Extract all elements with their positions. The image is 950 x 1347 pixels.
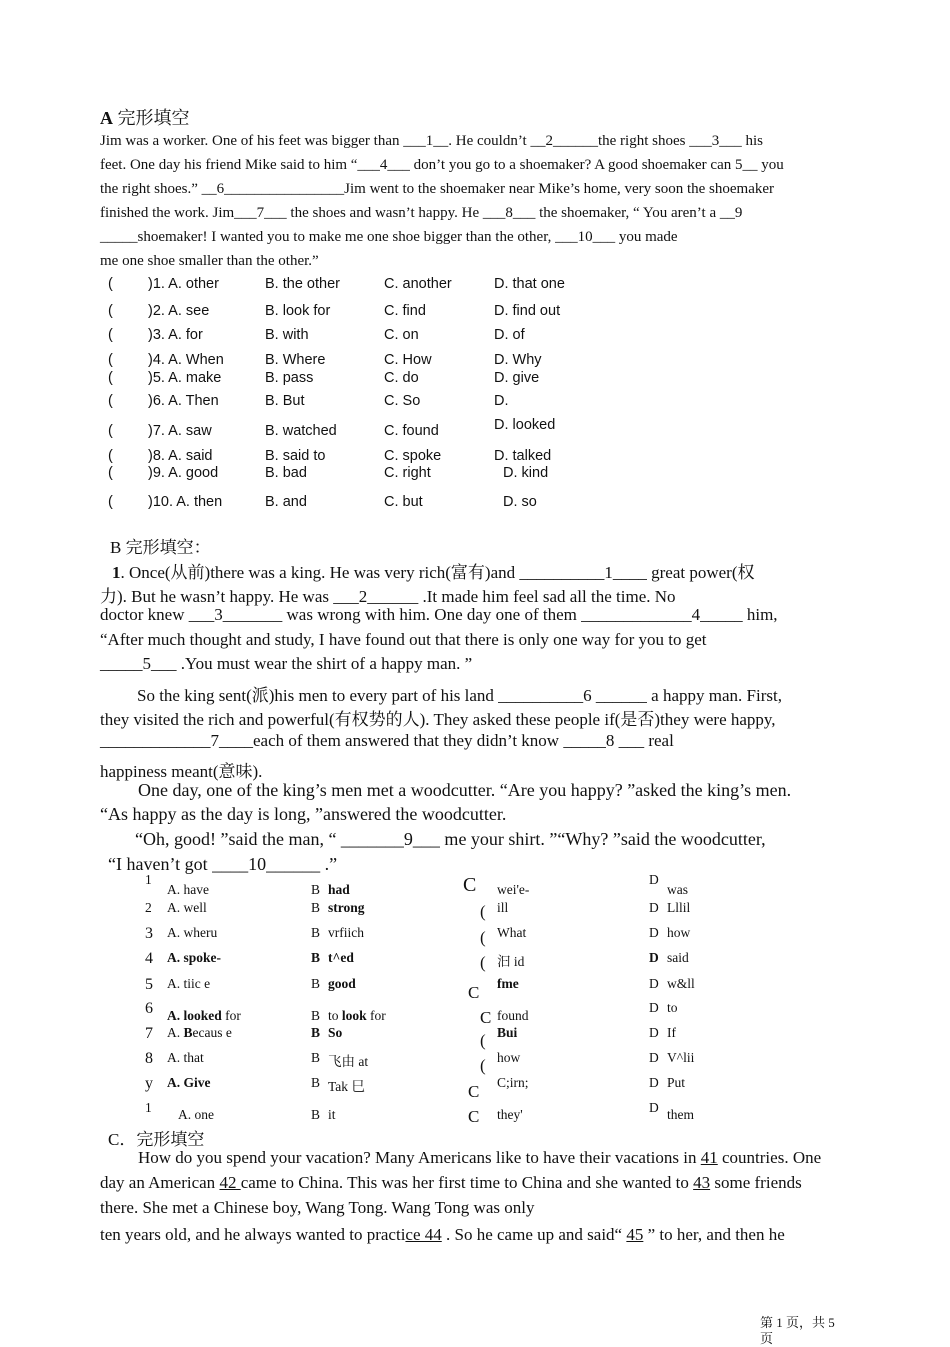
section-c-text: came to China. This was her first time to China and she wanted to bbox=[240, 1173, 694, 1192]
section-b-line: “I haven’t got ____10______ .” bbox=[108, 854, 338, 874]
option-b: B. and bbox=[265, 494, 307, 510]
section-c-line-4 bbox=[100, 1225, 785, 1245]
option-d: D. find out bbox=[494, 303, 561, 319]
option-d: D. talked bbox=[494, 448, 552, 464]
option-a: )8. A. said bbox=[148, 448, 213, 464]
section-b-line: _____________7____each of them answered that they didn’t know _____8 ___ real bbox=[100, 731, 674, 750]
option-paren: ( bbox=[108, 370, 113, 386]
row-option-b-letter: B bbox=[311, 1050, 321, 1065]
row-option-d: w&ll bbox=[667, 976, 695, 991]
row-option-c: fme bbox=[497, 976, 519, 991]
row-option-c: Bui bbox=[497, 1025, 518, 1040]
row-option-c-letter: ( bbox=[480, 1056, 486, 1075]
option-c: C. another bbox=[384, 276, 452, 292]
option-a: )9. A. good bbox=[148, 465, 219, 481]
section-c-line-2 bbox=[100, 1173, 802, 1193]
row-option-a: A. spoke- bbox=[167, 950, 222, 965]
section-a-line: finished the work. Jim___7___ the shoes and wasn’t happy. He ___8___ the shoemaker, “ You aren’t a __9 bbox=[100, 205, 743, 221]
row-option-c-letter: ( bbox=[480, 1031, 486, 1050]
row-number: 8 bbox=[145, 1050, 153, 1067]
option-d: D. of bbox=[494, 327, 525, 343]
row-option-b: 飞由 at bbox=[328, 1054, 369, 1069]
row-option-c: What bbox=[497, 925, 527, 940]
row-option-b-rest: for bbox=[366, 1008, 386, 1023]
section-c-text: some friends bbox=[710, 1173, 802, 1192]
option-c: C. So bbox=[384, 393, 421, 409]
section-b-line: So the king sent(派)his men to every part of his land __________6 ______ a happy man. First, bbox=[137, 686, 782, 705]
option-c: C. but bbox=[384, 494, 423, 510]
section-c-title: C．完形填空 bbox=[108, 1130, 205, 1149]
option-a: )5. A. make bbox=[148, 370, 222, 386]
row-number: y bbox=[145, 1075, 153, 1092]
option-d: D. kind bbox=[503, 465, 549, 481]
section-a-line: _____shoemaker! I wanted you to make me one shoe bigger than the other, ___10___ you made bbox=[100, 229, 678, 245]
section-a-title-text: 完形填空 bbox=[113, 108, 190, 128]
row-option-a-bold: A. looked bbox=[167, 1008, 222, 1023]
option-d: D. give bbox=[494, 370, 540, 386]
section-c-line-3: there. She met a Chinese boy, Wang Tong. Wang Tong was only bbox=[100, 1198, 535, 1217]
row-option-b: good bbox=[328, 976, 356, 991]
row-option-a bbox=[167, 1025, 232, 1041]
row-option-a: A. one bbox=[178, 1107, 214, 1122]
blank-45: 45 bbox=[626, 1225, 644, 1244]
row-number: 6 bbox=[145, 1000, 153, 1017]
option-c: C. do bbox=[384, 370, 419, 386]
option-paren: ( bbox=[108, 448, 113, 464]
row-option-c-letter: C bbox=[468, 983, 480, 1002]
option-b: B. with bbox=[265, 327, 309, 343]
section-a-title bbox=[100, 104, 190, 130]
row-option-b: it bbox=[328, 1107, 336, 1122]
row-option-d: Lllil bbox=[667, 900, 691, 915]
section-c-line-1 bbox=[138, 1148, 821, 1168]
row-number: 3 bbox=[145, 925, 153, 942]
option-d: D. looked bbox=[494, 417, 556, 433]
row-option-d-letter: D bbox=[649, 1100, 659, 1115]
option-a: )7. A. saw bbox=[148, 423, 212, 439]
section-b-line-1 bbox=[112, 558, 755, 583]
option-b: B. the other bbox=[265, 276, 340, 292]
row-option-c: found bbox=[497, 1008, 529, 1023]
section-b-line: doctor knew ___3_______ was wrong with him. One day one of them _____________4_____ him, bbox=[100, 605, 778, 624]
row-option-d: how bbox=[667, 925, 691, 940]
blank-42: 42 bbox=[219, 1173, 241, 1192]
row-option-b-pre: to bbox=[328, 1008, 342, 1023]
option-a: )2. A. see bbox=[148, 303, 210, 319]
row-option-d-letter: D bbox=[649, 976, 659, 991]
section-c-text: countries. One bbox=[717, 1148, 822, 1167]
row-option-b-letter: B bbox=[311, 925, 321, 940]
row-option-b-letter: B bbox=[311, 1008, 321, 1023]
option-b: B. bad bbox=[265, 465, 307, 481]
row-number: 4 bbox=[145, 950, 153, 967]
option-paren: ( bbox=[108, 276, 113, 292]
blank-44: ce 44 bbox=[405, 1225, 442, 1244]
row-option-c: how bbox=[497, 1050, 521, 1065]
row-option-d: to bbox=[667, 1000, 678, 1015]
row-number: 5 bbox=[145, 976, 153, 993]
row-option-a-pre: A. bbox=[167, 1025, 184, 1040]
option-b: B. But bbox=[265, 393, 305, 409]
row-number: 2 bbox=[145, 900, 152, 915]
row-option-b: had bbox=[328, 882, 350, 897]
row-option-c-letter: C bbox=[468, 1082, 480, 1101]
section-b-line: 力). But he wasn’t happy. He was ___2______ .It made him feel sad all the time. No bbox=[100, 587, 676, 606]
row-option-a: A. wheru bbox=[167, 925, 218, 940]
row-option-c: ill bbox=[497, 900, 509, 915]
row-option-b-letter: B bbox=[311, 976, 321, 991]
option-c: C. found bbox=[384, 423, 439, 439]
row-option-b-letter: B bbox=[311, 1025, 321, 1040]
section-c-text: How do you spend your vacation? Many Americans like to have their vacations in bbox=[138, 1148, 701, 1167]
row-option-c-letter: ( bbox=[480, 902, 486, 921]
row-option-b-letter: B bbox=[311, 1075, 321, 1090]
row-option-d: was bbox=[667, 882, 688, 897]
option-b: B. Where bbox=[265, 352, 326, 368]
row-option-b-letter: B bbox=[311, 950, 321, 965]
row-option-a-bold: B bbox=[183, 1025, 193, 1040]
section-c-text: . So he came up and said“ bbox=[441, 1225, 627, 1244]
section-a-line: me one shoe smaller than the other.” bbox=[100, 253, 319, 269]
row-number: 1 bbox=[145, 872, 152, 887]
section-b-line: “As happy as the day is long, ”answered the woodcutter. bbox=[100, 804, 507, 824]
row-option-b-letter: B bbox=[311, 882, 321, 897]
option-c: C. find bbox=[384, 303, 426, 319]
section-a-line: the right shoes.” __6________________Jim went to the shoemaker near Mike’s home, very soon the shoemaker bbox=[100, 181, 775, 197]
row-option-d: Put bbox=[667, 1075, 686, 1090]
row-option-b-bold: look bbox=[341, 1008, 367, 1023]
row-option-b-letter: B bbox=[311, 1107, 321, 1122]
row-option-a: A. Give bbox=[167, 1075, 211, 1090]
row-option-a-rest: for bbox=[221, 1008, 241, 1023]
row-option-c: 汩 id bbox=[497, 954, 525, 969]
option-paren: ( bbox=[108, 327, 113, 343]
row-option-c-letter: ( bbox=[480, 953, 486, 972]
section-a-line: Jim was a worker. One of his feet was bigger than ___1__. He couldn’t __2______the right shoes ___3___ his bbox=[100, 133, 763, 149]
row-option-d-letter: D bbox=[649, 950, 659, 965]
option-paren: ( bbox=[108, 303, 113, 319]
row-option-d-letter: D bbox=[649, 925, 659, 940]
section-c-text: ” to her, and then he bbox=[643, 1225, 785, 1244]
option-paren: ( bbox=[108, 423, 113, 439]
row-option-c-letter: C bbox=[463, 874, 477, 896]
option-d: D. bbox=[494, 393, 509, 409]
section-c-text: ten years old, and he always wanted to practi bbox=[100, 1225, 406, 1244]
option-a: )10. A. then bbox=[148, 494, 223, 510]
option-d: D. that one bbox=[494, 276, 565, 292]
section-b-title: B 完形填空： bbox=[110, 538, 211, 557]
option-a: )4. A. When bbox=[148, 352, 224, 368]
option-d: D. so bbox=[503, 494, 537, 510]
option-b: B. said to bbox=[265, 448, 326, 464]
section-b-number: 1 bbox=[112, 563, 121, 582]
row-option-a: A. that bbox=[167, 1050, 204, 1065]
section-b-line: happiness meant(意味). bbox=[100, 762, 263, 781]
row-option-d-letter: D bbox=[649, 1000, 659, 1015]
row-option-d-letter: D bbox=[649, 1075, 659, 1090]
page-number-suffix: 页 bbox=[760, 1331, 774, 1346]
row-option-a: A. tiic e bbox=[167, 976, 211, 991]
row-option-b: t^ed bbox=[328, 950, 354, 965]
row-option-c: wei'e- bbox=[497, 882, 530, 897]
section-a-letter: A bbox=[100, 108, 113, 128]
section-b-line: _____5___ .You must wear the shirt of a happy man. ” bbox=[100, 654, 473, 673]
row-option-c-letter: C bbox=[468, 1107, 480, 1126]
option-b: B. pass bbox=[265, 370, 314, 386]
section-a-line: feet. One day his friend Mike said to him “___4___ don’t you go to a shoemaker? A good shoemaker can 5__ you bbox=[100, 157, 784, 173]
row-option-b-letter: B bbox=[311, 900, 321, 915]
row-option-c: they' bbox=[497, 1107, 523, 1122]
row-option-a bbox=[167, 1008, 241, 1024]
option-c: C. spoke bbox=[384, 448, 442, 464]
option-paren: ( bbox=[108, 352, 113, 368]
section-b-line: “Oh, good! ”said the man, “ _______9___ me your shirt. ”“Why? ”said the woodcutter, bbox=[135, 829, 766, 849]
row-option-d-letter: D bbox=[649, 1050, 659, 1065]
row-option-b: strong bbox=[328, 900, 365, 915]
row-option-b: So bbox=[328, 1025, 343, 1040]
row-option-d: If bbox=[667, 1025, 676, 1040]
option-paren: ( bbox=[108, 494, 113, 510]
row-option-d-letter: D bbox=[649, 872, 659, 887]
blank-43: 43 bbox=[693, 1173, 711, 1192]
option-d: D. Why bbox=[494, 352, 542, 368]
row-option-d: them bbox=[667, 1107, 694, 1122]
section-b-line-text: . Once(从前)there was a king. He was very rich(富有)and __________1____ great power(权 bbox=[120, 563, 755, 582]
section-b-line: they visited the rich and powerful(有权势的人). They asked these people if(是否)they were happy, bbox=[100, 710, 776, 729]
option-a: )3. A. for bbox=[148, 327, 203, 343]
row-option-d-letter: D bbox=[649, 900, 659, 915]
row-option-c-letter: C bbox=[480, 1008, 492, 1027]
section-b-line: One day, one of the king’s men met a woodcutter. “Are you happy? ”asked the king’s men. bbox=[138, 780, 792, 800]
row-option-a: A. well bbox=[167, 900, 207, 915]
section-c-text: day an American bbox=[100, 1173, 220, 1192]
page-number: 第 1 页，共 5 bbox=[760, 1315, 835, 1330]
option-a: )1. A. other bbox=[148, 276, 219, 292]
row-option-c-letter: ( bbox=[480, 928, 486, 947]
option-b: B. look for bbox=[265, 303, 331, 319]
row-option-b: vrfiich bbox=[328, 925, 364, 940]
row-option-a-rest: ecaus e bbox=[192, 1025, 232, 1040]
blank-41: 41 bbox=[700, 1148, 718, 1167]
row-option-d: V^lii bbox=[667, 1050, 695, 1065]
row-option-d-letter: D bbox=[649, 1025, 659, 1040]
option-b: B. watched bbox=[265, 423, 337, 439]
option-paren: ( bbox=[108, 465, 113, 481]
row-number: 1 bbox=[145, 1100, 152, 1115]
option-c: C. How bbox=[384, 352, 432, 368]
section-b-line: “After much thought and study, I have found out that there is only one way for you to get bbox=[100, 630, 707, 649]
row-option-c: C;irn; bbox=[497, 1075, 529, 1090]
option-paren: ( bbox=[108, 393, 113, 409]
option-a: )6. A. Then bbox=[148, 393, 219, 409]
row-number: 7 bbox=[145, 1025, 153, 1042]
option-c: C. right bbox=[384, 465, 431, 481]
row-option-b bbox=[328, 1008, 386, 1024]
option-c: C. on bbox=[384, 327, 419, 343]
row-option-d: said bbox=[667, 950, 689, 965]
row-option-a: A. have bbox=[167, 882, 209, 897]
row-option-b: Tak 巳 bbox=[328, 1079, 365, 1094]
